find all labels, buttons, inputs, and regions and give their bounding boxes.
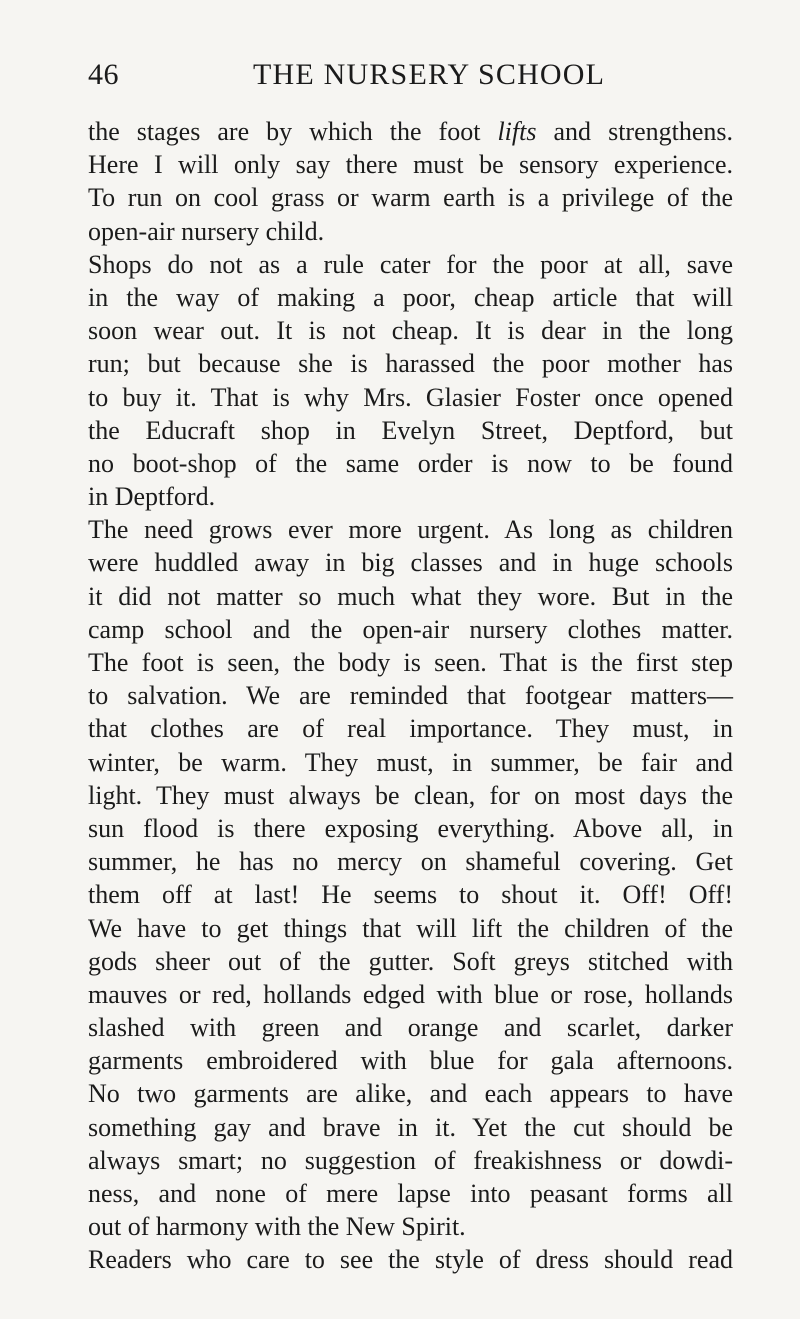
text-line: them off at last! He seems to shout it. Off! Off! — [88, 880, 733, 910]
text-line: were huddled away in big classes and in huge schools — [88, 548, 733, 578]
text-line: We have to get things that will lift the children of the — [88, 913, 733, 943]
text-line: open-air nursery child. — [88, 216, 325, 246]
text-line: gods sheer out of the gutter. Soft greys stitched with — [88, 946, 733, 976]
text-line: Shops do not as a rule cater for the poor at all, save — [88, 249, 733, 279]
text-line: The foot is seen, the body is seen. That is the first step — [88, 648, 733, 677]
body-text — [88, 115, 733, 1277]
text-line: No two garments are alike, and each appears to have — [88, 1079, 733, 1109]
text-line: Here I will only say there must be sensory experience. — [88, 150, 733, 180]
text-line: something gay and brave in it. Yet the cut should be — [88, 1112, 733, 1142]
running-head — [88, 58, 728, 98]
text-line: Readers who care to see the style of dress should read — [88, 1245, 733, 1275]
text-line: summer, he has no mercy on shameful covering. Get — [88, 847, 733, 877]
text-line: garments embroidered with blue for gala afternoons. — [88, 1046, 733, 1076]
text-line: to salvation. We are reminded that footgear matters— — [88, 681, 733, 711]
text-line: camp school and the open-air nursery clothes matter. — [88, 614, 733, 644]
text-line: in the way of making a poor, cheap article that will — [88, 282, 733, 312]
text-line: that clothes are of real importance. They must, in — [88, 714, 733, 744]
text-line: soon wear out. It is not cheap. It is dear in the long — [88, 316, 733, 346]
text-line: light. They must always be clean, for on most days the — [88, 780, 733, 810]
running-title: THE NURSERY SCHOOL — [253, 58, 606, 91]
page-number: 46 — [88, 58, 119, 91]
text-line: winter, be warm. They must, in summer, be fair and — [88, 747, 733, 777]
text-line: run; but because she is harassed the poor mother has — [88, 349, 733, 379]
text-line: out of harmony with the New Spirit. — [88, 1212, 466, 1242]
text-line: slashed with green and orange and scarlet, darker — [88, 1013, 733, 1043]
emphasized-word: lifts — [497, 117, 537, 146]
text-line: no boot-shop of the same order is now to be found — [88, 448, 733, 478]
text-line: The need grows ever more urgent. As long as children — [88, 515, 733, 545]
text-line: the Educraft shop in Evelyn Street, Deptford, but — [88, 415, 733, 445]
text-line: it did not matter so much what they wore. But in the — [88, 581, 733, 611]
text-line: To run on cool grass or warm earth is a privilege of the — [88, 183, 733, 213]
text-line: to buy it. That is why Mrs. Glasier Foster once opened — [88, 382, 733, 412]
text-line: mauves or red, hollands edged with blue or rose, hollands — [88, 979, 733, 1009]
text-line: always smart; no suggestion of freakishness or dowdi- — [88, 1145, 733, 1175]
text-line: ness, and none of mere lapse into peasant forms all — [88, 1179, 733, 1208]
text-line: sun flood is there exposing everything. Above all, in — [88, 813, 733, 843]
text-line: the stages are by which the foot lifts and strengthens. — [88, 117, 733, 146]
text-line: in Deptford. — [88, 482, 216, 512]
